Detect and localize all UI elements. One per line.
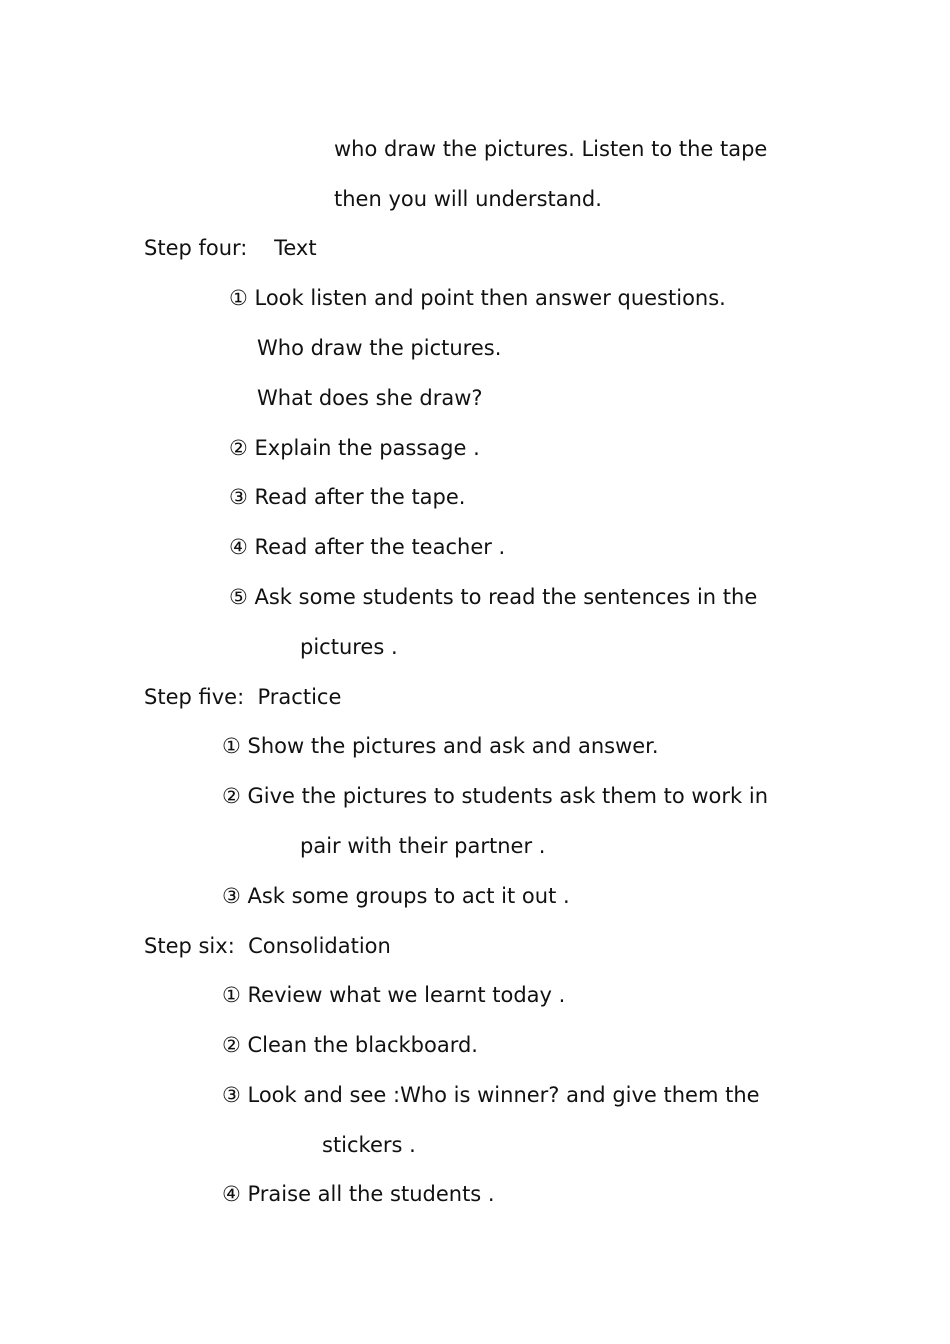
step-six-heading: Step six: Consolidation [144, 934, 391, 958]
continuation-line-1: who draw the pictures. Listen to the tape [334, 137, 768, 161]
step-five-item-2-continued: pair with their partner . [300, 834, 546, 858]
step-six-item-4: ④ Praise all the students . [222, 1182, 495, 1206]
step-four-item-4: ④ Read after the teacher . [229, 535, 506, 559]
step-four-heading: Step four: Text [144, 236, 317, 260]
continuation-line-2: then you will understand. [334, 187, 602, 211]
step-four-item-1-question-2: What does she draw? [257, 386, 483, 410]
step-six-item-1: ① Review what we learnt today . [222, 983, 566, 1007]
step-five-item-3: ③ Ask some groups to act it out . [222, 884, 570, 908]
step-four-item-3: ③ Read after the tape. [229, 485, 466, 509]
step-six-item-3: ③ Look and see :Who is winner? and give them the [222, 1083, 760, 1107]
step-four-item-5-continued: pictures . [300, 635, 398, 659]
step-four-item-2: ② Explain the passage . [229, 436, 480, 460]
step-five-item-2: ② Give the pictures to students ask them to work in [222, 784, 769, 808]
step-five-item-1: ① Show the pictures and ask and answer. [222, 734, 659, 758]
step-four-item-5: ⑤ Ask some students to read the sentences in the [229, 585, 758, 609]
step-six-item-2: ② Clean the blackboard. [222, 1033, 478, 1057]
step-six-item-3-continued: stickers . [322, 1133, 416, 1157]
step-four-item-1: ① Look listen and point then answer questions. [229, 286, 726, 310]
step-five-heading: Step five: Practice [144, 685, 342, 709]
step-four-item-1-question-1: Who draw the pictures. [257, 336, 502, 360]
